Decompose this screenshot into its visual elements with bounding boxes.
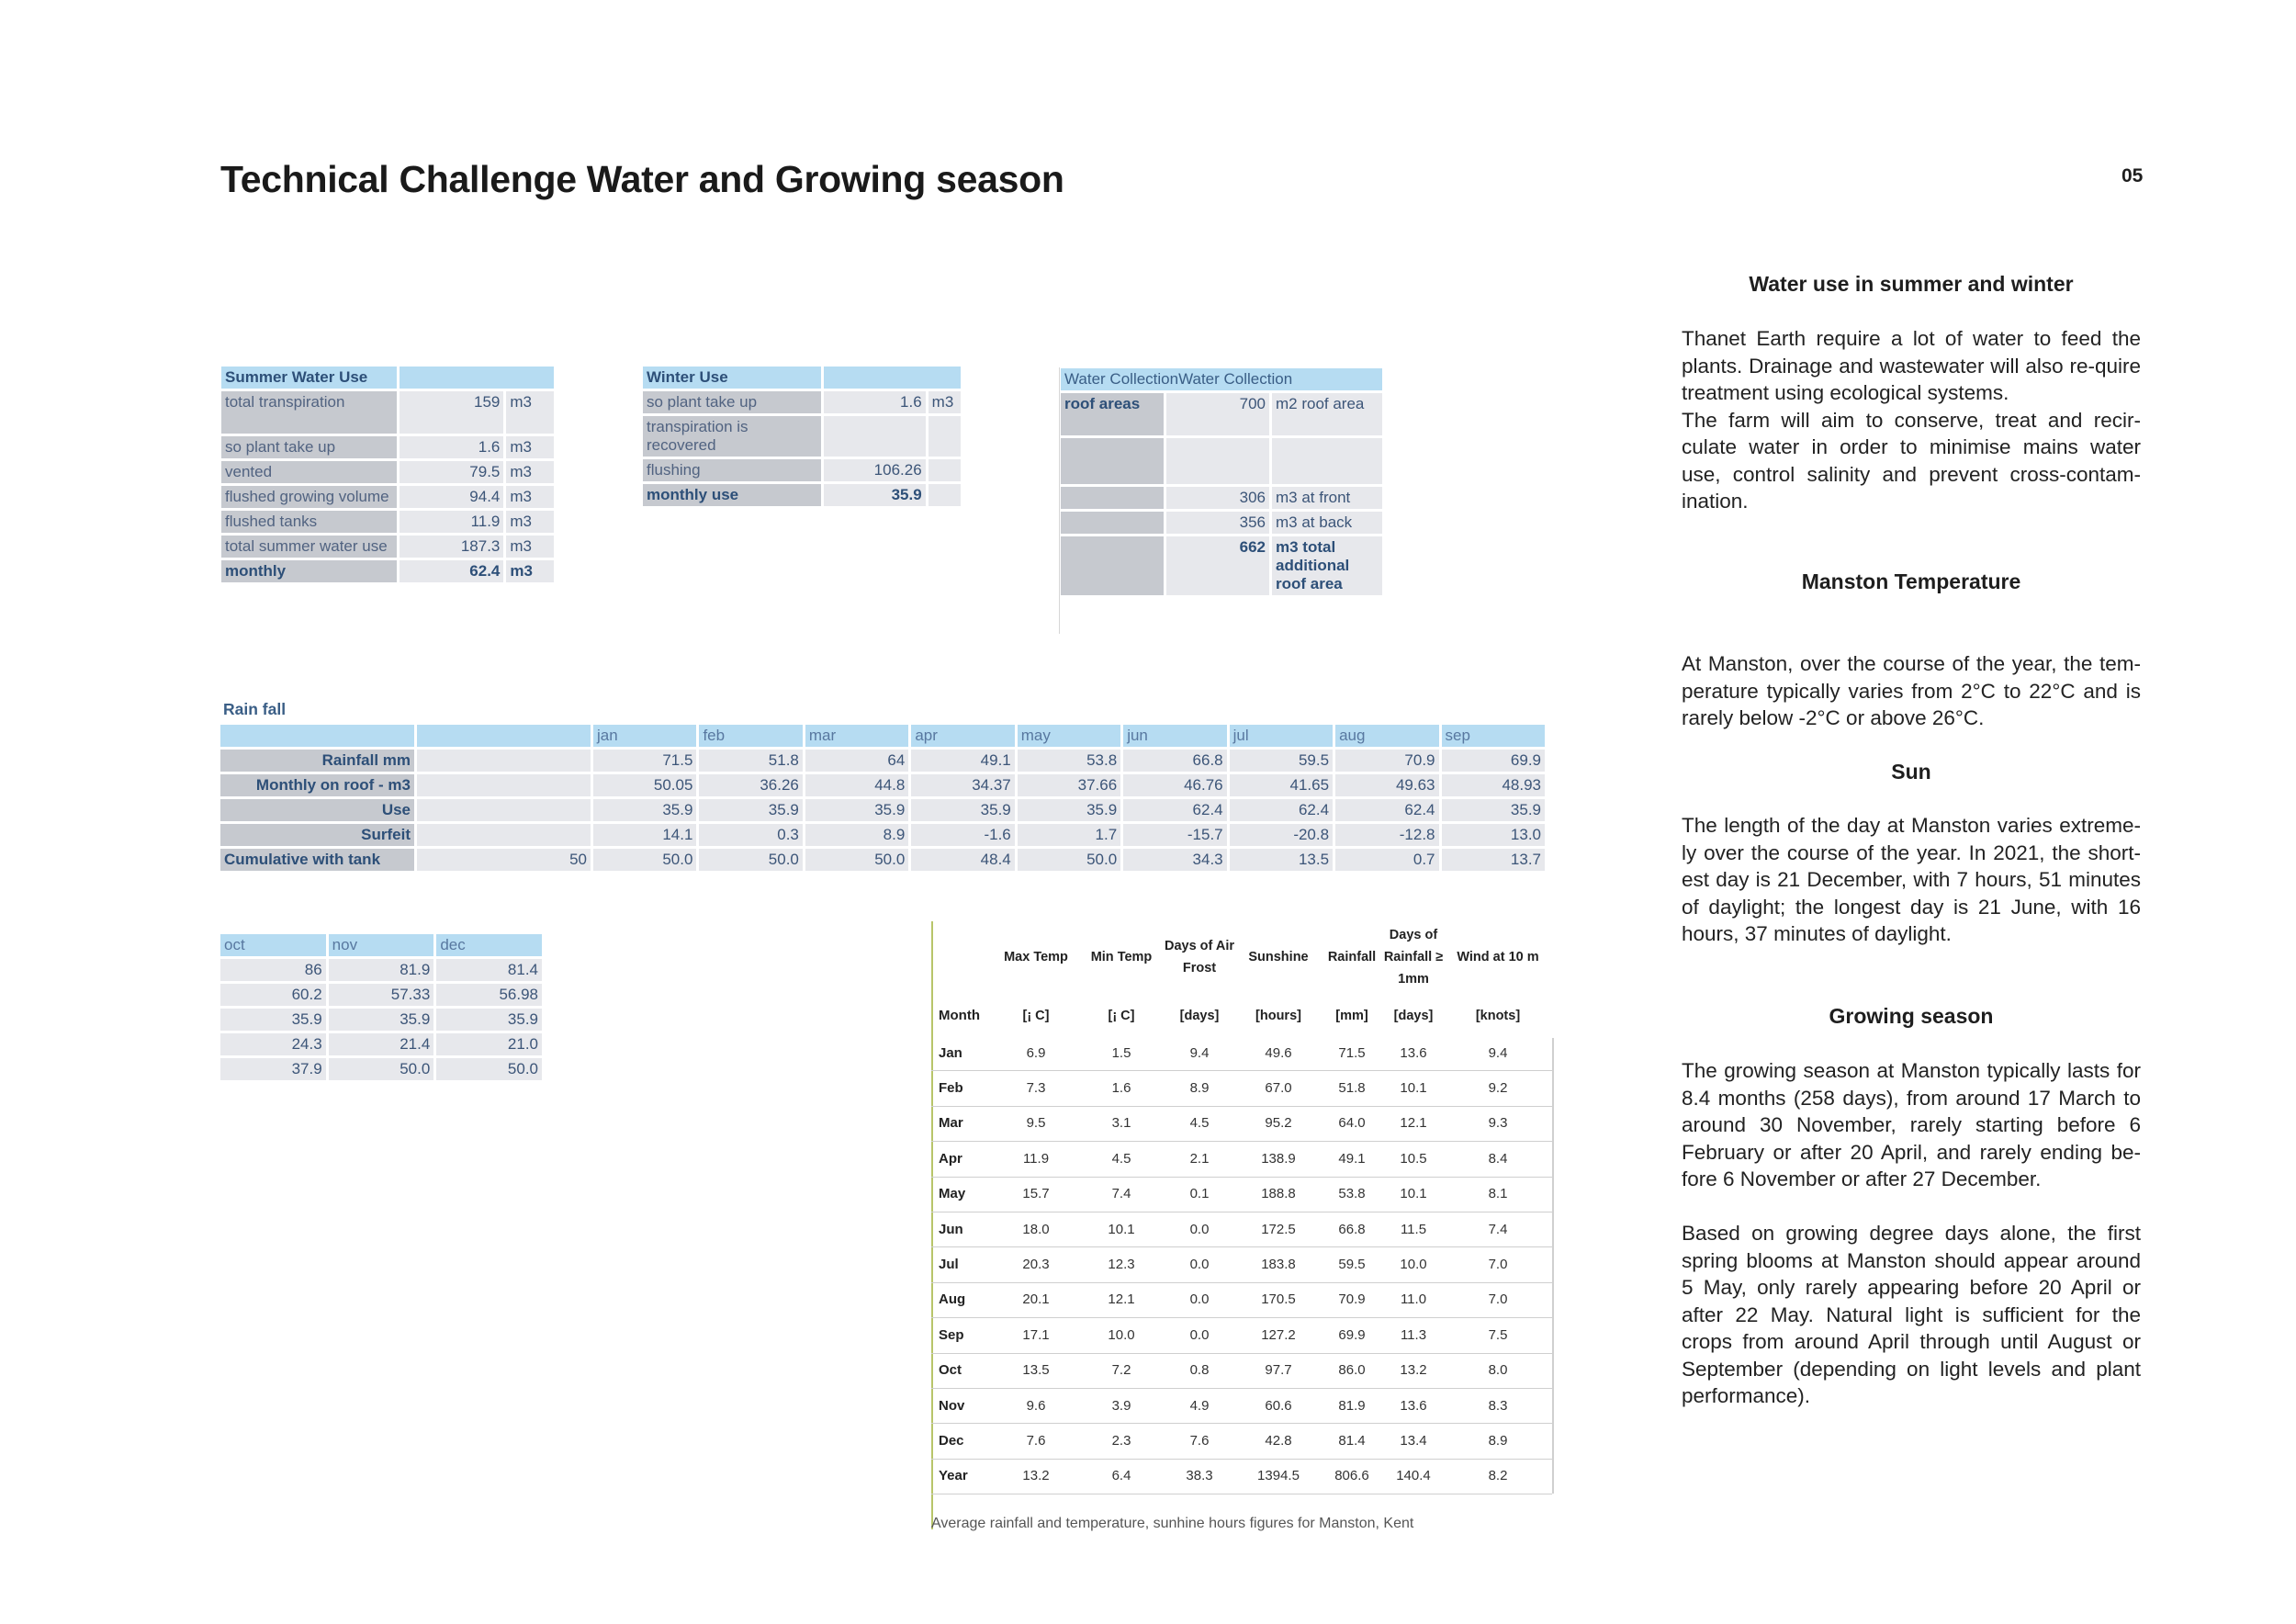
collection-value: 306 xyxy=(1166,487,1269,509)
month-header: nov xyxy=(329,934,434,956)
climate-cell: 7.4 xyxy=(1080,1178,1163,1212)
para-water-use-2: The farm will aim to conserve, treat and recir-culate water in order to minimise mains water use, control salinity and prevent cross-contam-ination. xyxy=(1682,408,2141,513)
climate-cell: 9.2 xyxy=(1444,1071,1552,1106)
rainfall-cell: 35.9 xyxy=(1018,799,1120,821)
month-header: sep xyxy=(1442,725,1546,747)
rainfall-cell: 49.63 xyxy=(1335,774,1438,796)
rainfall-cell: 37.66 xyxy=(1018,774,1120,796)
rainfall-cell: 35.9 xyxy=(805,799,908,821)
climate-cell: 12.1 xyxy=(1080,1283,1163,1318)
climate-cell: 59.5 xyxy=(1321,1247,1383,1282)
climate-cell: 13.6 xyxy=(1383,1389,1444,1424)
climate-unit: [days] xyxy=(1179,1009,1220,1023)
climate-cell: 17.1 xyxy=(992,1318,1080,1353)
rainfall-cell: 14.1 xyxy=(593,824,696,846)
rainfall-first-cell xyxy=(417,824,591,846)
climate-row-month: Oct xyxy=(931,1354,992,1389)
climate-cell: 71.5 xyxy=(1321,1036,1383,1071)
rainfall-first-cell xyxy=(417,774,591,796)
winter-label: transpiration is recovered xyxy=(643,416,821,457)
climate-cell: 12.1 xyxy=(1383,1107,1444,1142)
summer-value: 94.4 xyxy=(400,486,504,508)
climate-cell: 13.2 xyxy=(992,1460,1080,1494)
rainfall-row-label: Monthly on roof - m3 xyxy=(220,774,414,796)
climate-cell: 7.0 xyxy=(1444,1247,1552,1282)
climate-cell: 13.4 xyxy=(1383,1424,1444,1459)
summer-value: 1.6 xyxy=(400,436,504,458)
rainfall-cell: 53.8 xyxy=(1018,750,1120,772)
rainfall-cell: 81.4 xyxy=(436,959,542,981)
rainfall-cell: 86 xyxy=(220,959,326,981)
summer-label: flushed growing volume xyxy=(221,486,397,508)
month-header: aug xyxy=(1335,725,1438,747)
climate-col-header: Days of Air Frost xyxy=(1164,939,1234,976)
climate-col-header: Max Temp xyxy=(1004,950,1068,964)
summer-label: so plant take up xyxy=(221,436,397,458)
rainfall-cell: 35.9 xyxy=(220,1009,326,1031)
month-header: dec xyxy=(436,934,542,956)
climate-cell: 10.1 xyxy=(1080,1212,1163,1247)
winter-unit xyxy=(929,484,961,506)
climate-cell: 53.8 xyxy=(1321,1178,1383,1212)
climate-cell: 8.9 xyxy=(1444,1424,1552,1459)
summer-value: 62.4 xyxy=(400,560,504,582)
rainfall-cell: 57.33 xyxy=(329,984,434,1006)
month-header: jan xyxy=(593,725,696,747)
heading-manston-temperature: Manston Temperature xyxy=(1801,570,2021,593)
climate-cell: 8.4 xyxy=(1444,1142,1552,1177)
heading-growing-season: Growing season xyxy=(1829,1004,1994,1028)
climate-cell: 7.5 xyxy=(1444,1318,1552,1353)
rainfall-cell: 35.9 xyxy=(329,1009,434,1031)
climate-cell: 9.3 xyxy=(1444,1107,1552,1142)
rainfall-cell: 48.93 xyxy=(1442,774,1546,796)
heading-water-use: Water use in summer and winter xyxy=(1749,272,2074,296)
climate-cell: 1394.5 xyxy=(1236,1460,1321,1494)
rainfall-cell: 13.0 xyxy=(1442,824,1546,846)
rainfall-cell: 50.0 xyxy=(436,1058,542,1080)
climate-row-month: Mar xyxy=(931,1107,992,1142)
climate-cell: 8.2 xyxy=(1444,1460,1552,1494)
rainfall-cell: 70.9 xyxy=(1335,750,1438,772)
rainfall-first-cell xyxy=(417,799,591,821)
climate-cell: 10.1 xyxy=(1383,1178,1444,1212)
rainfall-cell: 21.4 xyxy=(329,1033,434,1055)
rainfall-cell: 81.9 xyxy=(329,959,434,981)
climate-col-header: Days of Rainfall ≥ 1mm xyxy=(1383,928,1444,987)
climate-row-month: Year xyxy=(931,1460,992,1494)
summer-unit: m3 xyxy=(506,391,554,434)
collection-label: roof areas xyxy=(1061,393,1164,435)
para-sun: The length of the day at Manston varies extreme-ly over the course of the year. In 2021, the short-est day is 21 December, with 7 hours, 51 minutes of daylight; the longest day is 21 June, with 16 hours, 37 minutes of daylight. xyxy=(1682,814,2141,945)
rainfall-cell: 24.3 xyxy=(220,1033,326,1055)
climate-cell: 172.5 xyxy=(1236,1212,1321,1247)
climate-cell: 18.0 xyxy=(992,1212,1080,1247)
climate-cell: 38.3 xyxy=(1163,1460,1236,1494)
summer-unit: m3 xyxy=(506,436,554,458)
winter-unit xyxy=(929,416,961,457)
climate-cell: 8.3 xyxy=(1444,1389,1552,1424)
summer-header: Summer Water Use xyxy=(221,367,397,389)
winter-value: 35.9 xyxy=(824,484,926,506)
collection-unit: m3 total additional roof area xyxy=(1272,536,1382,595)
rainfall-cell: 71.5 xyxy=(593,750,696,772)
rainfall-cell: 44.8 xyxy=(805,774,908,796)
summer-value: 159 xyxy=(400,391,504,434)
climate-caption: Average rainfall and temperature, sunhine hours figures for Manston, Kent xyxy=(931,1516,1414,1531)
month-header: oct xyxy=(220,934,326,956)
climate-row-month: Apr xyxy=(931,1142,992,1177)
climate-cell: 64.0 xyxy=(1321,1107,1383,1142)
winter-label: flushing xyxy=(643,459,821,481)
summer-unit: m3 xyxy=(506,536,554,558)
climate-cell: 2.1 xyxy=(1163,1142,1236,1177)
month-header: may xyxy=(1018,725,1120,747)
climate-cell: 9.4 xyxy=(1444,1036,1552,1071)
climate-cell: 69.9 xyxy=(1321,1318,1383,1353)
rainfall-cell: 35.9 xyxy=(1442,799,1546,821)
climate-month-label: Month xyxy=(939,1008,980,1023)
climate-cell: 66.8 xyxy=(1321,1212,1383,1247)
rainfall-cell: 21.0 xyxy=(436,1033,542,1055)
rainfall-cell: -1.6 xyxy=(911,824,1014,846)
rainfall-row-label: Use xyxy=(220,799,414,821)
rainfall-cell: 1.7 xyxy=(1018,824,1120,846)
climate-cell: 4.5 xyxy=(1163,1107,1236,1142)
climate-cell: 4.9 xyxy=(1163,1389,1236,1424)
climate-cell: 1.5 xyxy=(1080,1036,1163,1071)
rainfall-first-cell: 50 xyxy=(417,849,591,871)
climate-cell: 8.0 xyxy=(1444,1354,1552,1389)
climate-cell: 138.9 xyxy=(1236,1142,1321,1177)
climate-cell: 3.9 xyxy=(1080,1389,1163,1424)
climate-cell: 3.1 xyxy=(1080,1107,1163,1142)
climate-cell: 70.9 xyxy=(1321,1283,1383,1318)
rainfall-cell: 35.9 xyxy=(699,799,802,821)
climate-cell: 15.7 xyxy=(992,1178,1080,1212)
winter-unit xyxy=(929,459,961,481)
climate-cell: 188.8 xyxy=(1236,1178,1321,1212)
summer-water-table xyxy=(219,364,557,585)
rainfall-cell: 50.0 xyxy=(699,849,802,871)
climate-table-edge xyxy=(1552,1038,1554,1494)
collection-label xyxy=(1061,487,1164,509)
para-growing-season: The growing season at Manston typically lasts for 8.4 months (258 days), from around 17 March to around 30 November, rarely starting before 6 February or after 20 April, and rarely ending be-fore 6 November or after 27 December. xyxy=(1682,1059,2141,1190)
climate-row-month: Feb xyxy=(931,1071,992,1106)
climate-cell: 4.5 xyxy=(1080,1142,1163,1177)
climate-row-month: Aug xyxy=(931,1283,992,1318)
climate-cell: 0.0 xyxy=(1163,1247,1236,1282)
rainfall-cell: 56.98 xyxy=(436,984,542,1006)
collection-value: 700 xyxy=(1166,393,1269,435)
climate-row-month: May xyxy=(931,1178,992,1212)
winter-value: 1.6 xyxy=(824,391,926,413)
rainfall-cell: 60.2 xyxy=(220,984,326,1006)
month-header: feb xyxy=(699,725,802,747)
summer-label: total transpiration xyxy=(221,391,397,434)
climate-row-month: Jun xyxy=(931,1212,992,1247)
climate-col-header: Min Temp xyxy=(1090,950,1153,964)
climate-cell: 20.3 xyxy=(992,1247,1080,1282)
rainfall-cell: 51.8 xyxy=(699,750,802,772)
rainfall-table xyxy=(218,722,1548,874)
climate-col-header: Sunshine xyxy=(1248,950,1309,964)
para-growing-degree: Based on growing degree days alone, the first spring blooms at Manston should appear around 5 May, only rarely appearing before 20 April or after 22 May. Natural light is sufficient for the crops from around April through until August or September (depending on light levels and plant performance). xyxy=(1682,1222,2141,1407)
climate-col-header: Rainfall xyxy=(1327,950,1377,964)
climate-cell: 6.4 xyxy=(1080,1460,1163,1494)
climate-cell: 51.8 xyxy=(1321,1071,1383,1106)
rainfall-cell: 64 xyxy=(805,750,908,772)
climate-cell: 11.5 xyxy=(1383,1212,1444,1247)
rainfall-cell: 35.9 xyxy=(436,1009,542,1031)
winter-unit: m3 xyxy=(929,391,961,413)
climate-row-month: Jul xyxy=(931,1247,992,1282)
summer-unit: m3 xyxy=(506,461,554,483)
rainfall-cell: 35.9 xyxy=(911,799,1014,821)
rainfall-row-label: Cumulative with tank xyxy=(220,849,414,871)
climate-unit: [hours] xyxy=(1255,1009,1301,1023)
climate-cell: 11.9 xyxy=(992,1142,1080,1177)
climate-cell: 10.1 xyxy=(1383,1071,1444,1106)
summer-label: vented xyxy=(221,461,397,483)
climate-cell: 0.1 xyxy=(1163,1178,1236,1212)
climate-cell: 7.2 xyxy=(1080,1354,1163,1389)
winter-label: monthly use xyxy=(643,484,821,506)
climate-cell: 81.4 xyxy=(1321,1424,1383,1459)
climate-cell: 10.5 xyxy=(1383,1142,1444,1177)
climate-cell: 13.2 xyxy=(1383,1354,1444,1389)
climate-cell: 8.1 xyxy=(1444,1178,1552,1212)
climate-cell: 7.0 xyxy=(1444,1283,1552,1318)
climate-cell: 7.6 xyxy=(992,1424,1080,1459)
rainfall-cell: 0.7 xyxy=(1335,849,1438,871)
climate-cell: 81.9 xyxy=(1321,1389,1383,1424)
collection-label xyxy=(1061,512,1164,534)
collection-unit: m3 at front xyxy=(1272,487,1382,509)
winter-water-table xyxy=(640,364,963,509)
collection-header: Water CollectionWater Collection xyxy=(1061,368,1382,390)
rainfall-cell: -20.8 xyxy=(1230,824,1333,846)
summer-value: 11.9 xyxy=(400,511,504,533)
climate-cell: 0.0 xyxy=(1163,1212,1236,1247)
climate-cell: 127.2 xyxy=(1236,1318,1321,1353)
rainfall-cell: 50.0 xyxy=(329,1058,434,1080)
rainfall-cell: 48.4 xyxy=(911,849,1014,871)
month-header: jun xyxy=(1123,725,1226,747)
climate-cell: 806.6 xyxy=(1321,1460,1383,1494)
climate-unit: [mm] xyxy=(1335,1009,1368,1023)
month-header: jul xyxy=(1230,725,1333,747)
climate-cell: 183.8 xyxy=(1236,1247,1321,1282)
climate-cell: 6.9 xyxy=(992,1036,1080,1071)
rainfall-cell: 34.37 xyxy=(911,774,1014,796)
rainfall-cell: 46.76 xyxy=(1123,774,1226,796)
rainfall-cell: 13.7 xyxy=(1442,849,1546,871)
rainfall-cell: 37.9 xyxy=(220,1058,326,1080)
rainfall-cell: 36.26 xyxy=(699,774,802,796)
rainfall-cell: 49.1 xyxy=(911,750,1014,772)
winter-label: so plant take up xyxy=(643,391,821,413)
para-temperature: At Manston, over the course of the year, the tem-perature typically varies from 2°C to 22°C and is rarely below -2°C or above 26°C. xyxy=(1682,652,2141,729)
rainfall-first-cell xyxy=(417,750,591,772)
climate-cell: 0.8 xyxy=(1163,1354,1236,1389)
climate-unit: [¡ C] xyxy=(1108,1009,1135,1023)
climate-cell: 0.0 xyxy=(1163,1283,1236,1318)
page-number: 05 xyxy=(2122,165,2144,186)
climate-cell: 140.4 xyxy=(1383,1460,1444,1494)
rainfall-cell: -12.8 xyxy=(1335,824,1438,846)
climate-cell: 49.1 xyxy=(1321,1142,1383,1177)
climate-cell: 13.5 xyxy=(992,1354,1080,1389)
rainfall-row-label: Surfeit xyxy=(220,824,414,846)
climate-row-month: Dec xyxy=(931,1424,992,1459)
climate-cell: 7.3 xyxy=(992,1071,1080,1106)
climate-unit: [¡ C] xyxy=(1022,1009,1050,1023)
rainfall-cell: 35.9 xyxy=(593,799,696,821)
climate-cell: 60.6 xyxy=(1236,1389,1321,1424)
rainfall-cell: 13.5 xyxy=(1230,849,1333,871)
collection-value: 662 xyxy=(1166,536,1269,595)
climate-cell: 86.0 xyxy=(1321,1354,1383,1389)
month-header: apr xyxy=(911,725,1014,747)
winter-value xyxy=(824,416,926,457)
climate-cell: 9.5 xyxy=(992,1107,1080,1142)
rainfall-cell: 41.65 xyxy=(1230,774,1333,796)
climate-cell: 49.6 xyxy=(1236,1036,1321,1071)
rainfall-cell: 69.9 xyxy=(1442,750,1546,772)
climate-cell: 95.2 xyxy=(1236,1107,1321,1142)
rainfall-cell: 0.3 xyxy=(699,824,802,846)
climate-cell: 20.1 xyxy=(992,1283,1080,1318)
rainfall-cell: 62.4 xyxy=(1123,799,1226,821)
climate-row-month: Nov xyxy=(931,1389,992,1424)
rainfall-cell: 50.0 xyxy=(1018,849,1120,871)
water-collection-table xyxy=(1058,366,1385,598)
rainfall-cell: 59.5 xyxy=(1230,750,1333,772)
page-title: Technical Challenge Water and Growing season xyxy=(220,158,1064,200)
climate-cell: 10.0 xyxy=(1383,1247,1444,1282)
climate-cell: 12.3 xyxy=(1080,1247,1163,1282)
rainfall-cell: 50.0 xyxy=(805,849,908,871)
climate-col-header: Wind at 10 m xyxy=(1457,950,1539,964)
climate-cell: 7.6 xyxy=(1163,1424,1236,1459)
collection-label xyxy=(1061,536,1164,595)
climate-cell: 97.7 xyxy=(1236,1354,1321,1389)
climate-unit: [days] xyxy=(1393,1009,1434,1023)
collection-unit: m2 roof area xyxy=(1272,393,1382,435)
climate-cell: 13.6 xyxy=(1383,1036,1444,1071)
para-water-use-1: Thanet Earth require a lot of water to feed the plants. Drainage and wastewater will also re-quire treatment using ecological systems. xyxy=(1682,327,2141,404)
climate-cell: 9.4 xyxy=(1163,1036,1236,1071)
climate-cell: 2.3 xyxy=(1080,1424,1163,1459)
rainfall-cell: -15.7 xyxy=(1123,824,1226,846)
summer-unit: m3 xyxy=(506,560,554,582)
climate-cell: 170.5 xyxy=(1236,1283,1321,1318)
rainfall-label: Rain fall xyxy=(223,700,287,718)
month-header: mar xyxy=(805,725,908,747)
summer-unit: m3 xyxy=(506,511,554,533)
climate-row-month: Jan xyxy=(931,1036,992,1071)
rainfall-table-oct-dec xyxy=(218,931,545,1083)
rainfall-cell: 8.9 xyxy=(805,824,908,846)
rainfall-cell: 62.4 xyxy=(1230,799,1333,821)
rainfall-row-label: Rainfall mm xyxy=(220,750,414,772)
winter-header: Winter Use xyxy=(643,367,821,389)
climate-cell: 9.6 xyxy=(992,1389,1080,1424)
summer-label: total summer water use xyxy=(221,536,397,558)
rainfall-cell: 50.05 xyxy=(593,774,696,796)
climate-row-month: Sep xyxy=(931,1318,992,1353)
climate-cell: 10.0 xyxy=(1080,1318,1163,1353)
collection-unit: m3 at back xyxy=(1272,512,1382,534)
summer-label: monthly xyxy=(221,560,397,582)
climate-cell: 8.9 xyxy=(1163,1071,1236,1106)
rainfall-cell: 50.0 xyxy=(593,849,696,871)
climate-cell: 7.4 xyxy=(1444,1212,1552,1247)
climate-cell: 11.3 xyxy=(1383,1318,1444,1353)
collection-value: 356 xyxy=(1166,512,1269,534)
rainfall-cell: 66.8 xyxy=(1123,750,1226,772)
rainfall-cell: 62.4 xyxy=(1335,799,1438,821)
summer-unit: m3 xyxy=(506,486,554,508)
climate-cell: 11.0 xyxy=(1383,1283,1444,1318)
climate-cell: 0.0 xyxy=(1163,1318,1236,1353)
climate-cell: 42.8 xyxy=(1236,1424,1321,1459)
climate-unit: [knots] xyxy=(1475,1009,1521,1023)
rainfall-cell: 34.3 xyxy=(1123,849,1226,871)
climate-cell: 1.6 xyxy=(1080,1071,1163,1106)
heading-sun: Sun xyxy=(1891,760,1931,784)
para-water-use xyxy=(1682,325,2141,515)
winter-value: 106.26 xyxy=(824,459,926,481)
summer-value: 187.3 xyxy=(400,536,504,558)
climate-cell: 67.0 xyxy=(1236,1071,1321,1106)
summer-value: 79.5 xyxy=(400,461,504,483)
summer-label: flushed tanks xyxy=(221,511,397,533)
climate-table xyxy=(931,919,1552,1494)
